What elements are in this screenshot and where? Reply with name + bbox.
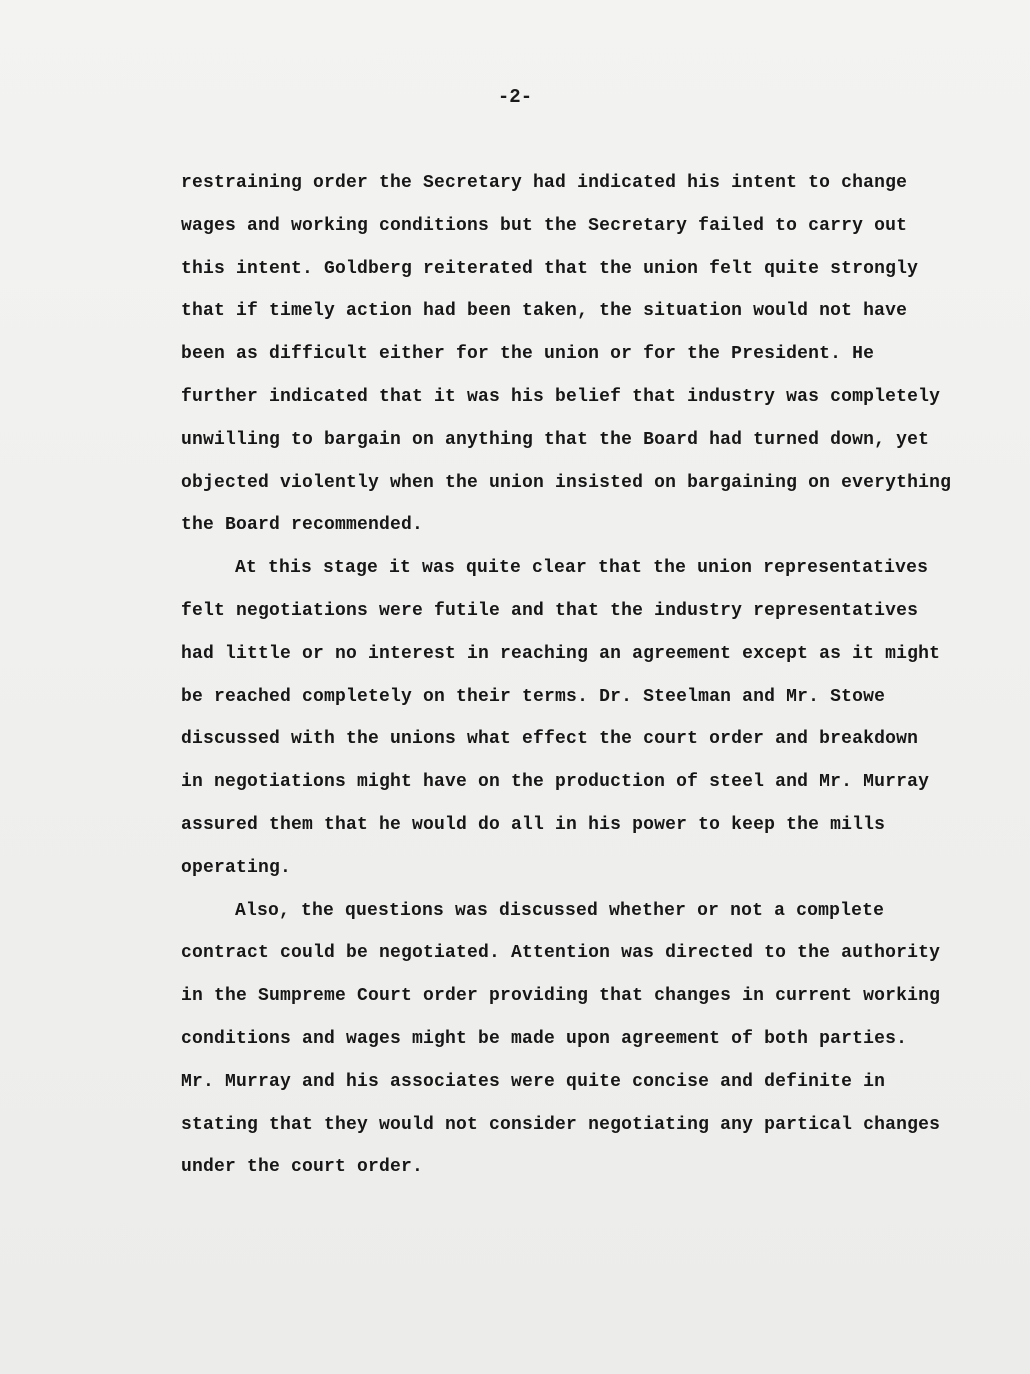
text-line: in the Sumpreme Court order providing that changes in current working: [181, 986, 941, 1007]
text-line: unwilling to bargain on anything that the Board had turned down, yet: [181, 429, 930, 450]
text-line: discussed with the unions what effect the court order and breakdown: [181, 729, 919, 750]
text-line: felt negotiations were futile and that the industry representatives: [181, 600, 919, 621]
page-number: -2-: [497, 86, 533, 108]
text-line: that if timely action had been taken, the situation would not have: [181, 301, 908, 322]
text-line: further indicated that it was his belief that industry was completely: [181, 386, 941, 407]
text-line: At this stage it was quite clear that the union representatives: [235, 558, 929, 579]
text-line: objected violently when the union insisted on bargaining on everything: [181, 472, 952, 493]
text-line: in negotiations might have on the production of steel and Mr. Murray: [181, 772, 930, 793]
text-line: this intent. Goldberg reiterated that the union felt quite strongly: [181, 258, 919, 279]
text-line: the Board recommended.: [181, 515, 424, 536]
text-line: conditions and wages might be made upon agreement of both parties.: [181, 1028, 908, 1049]
text-line: restraining order the Secretary had indicated his intent to change: [181, 173, 908, 193]
text-line: had little or no interest in reaching an agreement except as it might: [181, 643, 941, 664]
text-line: been as difficult either for the union or for the President. He: [181, 344, 875, 365]
text-line: Mr. Murray and his associates were quite concise and definite in: [181, 1071, 886, 1092]
text-line: under the court order.: [181, 1157, 424, 1178]
text-line: stating that they would not consider negotiating any partical changes: [181, 1114, 941, 1135]
text-line: Also, the questions was discussed whether or not a complete: [235, 900, 885, 921]
text-line: assured them that he would do all in his power to keep the mills: [181, 814, 886, 835]
body-text: [181, 169, 952, 1196]
text-line: wages and working conditions but the Secretary failed to carry out: [181, 215, 908, 236]
text-line: operating.: [181, 857, 292, 878]
text-line: contract could be negotiated. Attention was directed to the authority: [181, 943, 941, 964]
text-line: be reached completely on their terms. Dr. Steelman and Mr. Stowe: [181, 686, 886, 707]
